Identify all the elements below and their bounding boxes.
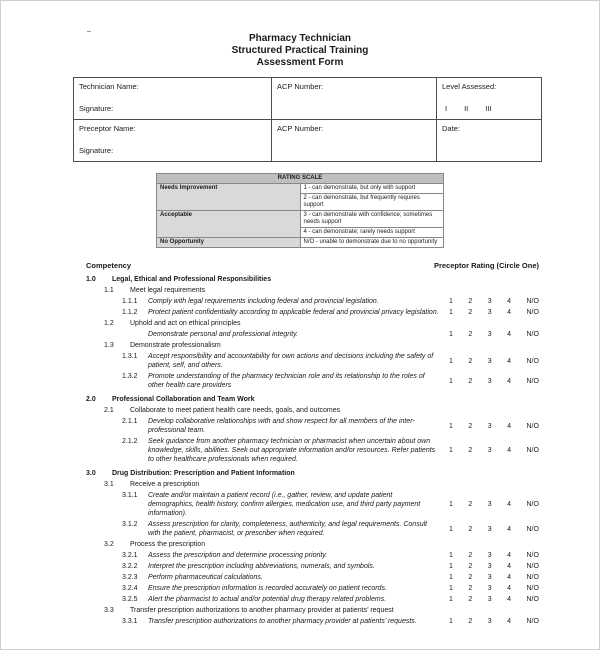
competency-number: 3.3 bbox=[104, 607, 114, 614]
competency-row bbox=[86, 469, 539, 478]
rating-options bbox=[439, 297, 539, 306]
competency-text: Comply with legal requirements including federal and provincial legislation. bbox=[148, 298, 379, 305]
rating-option[interactable]: 1 bbox=[449, 563, 453, 570]
level-option-i[interactable]: I bbox=[445, 104, 448, 113]
competency-number: 1.3.2 bbox=[122, 373, 138, 380]
rating-option[interactable]: N/O bbox=[526, 574, 539, 581]
rating-option[interactable]: 2 bbox=[468, 585, 473, 592]
rating-option[interactable]: 3 bbox=[487, 525, 492, 533]
rating-option[interactable]: 1 bbox=[449, 618, 453, 625]
rating-option[interactable]: 2 bbox=[468, 447, 473, 454]
competency-row bbox=[86, 406, 539, 415]
rating-option[interactable]: 4 bbox=[507, 298, 512, 305]
competency-number: 1.3 bbox=[104, 342, 114, 349]
rating-option[interactable]: 1 bbox=[449, 552, 453, 559]
rating-options bbox=[439, 525, 539, 534]
rating-option[interactable]: 3 bbox=[487, 331, 492, 338]
rating-option[interactable]: 1 bbox=[449, 574, 453, 581]
rating-option[interactable]: N/O bbox=[526, 618, 539, 625]
competency-number: 2.1.2 bbox=[122, 438, 138, 445]
rating-options bbox=[439, 330, 539, 339]
rating-option[interactable]: 3 bbox=[487, 298, 492, 305]
competency-row bbox=[86, 520, 539, 538]
competency-number: 3.3.1 bbox=[122, 618, 138, 625]
level-assessed-cell bbox=[437, 78, 542, 120]
stray-mark bbox=[87, 31, 91, 32]
rating-option[interactable]: 4 bbox=[507, 331, 512, 338]
rating-option[interactable]: 2 bbox=[468, 552, 473, 559]
date-cell[interactable]: Date: bbox=[437, 120, 542, 162]
rating-options bbox=[439, 377, 539, 386]
competency-number: 1.3.1 bbox=[122, 353, 138, 360]
rating-option[interactable]: 2 bbox=[468, 377, 473, 385]
competency-number: 2.1 bbox=[104, 407, 114, 414]
competency-row bbox=[86, 480, 539, 489]
rating-option[interactable]: 4 bbox=[507, 501, 512, 508]
competency-number: 1.1 bbox=[104, 287, 114, 294]
technician-name-label: Technician Name: bbox=[79, 82, 139, 91]
scale-definition-2: 2 - can demonstrate, but frequently requires support bbox=[300, 194, 444, 211]
rating-option[interactable]: 1 bbox=[449, 585, 453, 592]
rating-option[interactable]: 1 bbox=[449, 309, 453, 316]
scale-definition-3: 3 - can demonstrate with confidence; sometimes needs support bbox=[300, 211, 444, 228]
rating-option[interactable]: 4 bbox=[507, 585, 512, 592]
rating-options bbox=[439, 422, 539, 431]
rating-option[interactable]: 3 bbox=[487, 563, 492, 570]
rating-options bbox=[439, 551, 539, 560]
competency-row bbox=[86, 308, 539, 317]
competency-number: 3.1.1 bbox=[122, 492, 138, 499]
competency-text: Accept responsibility and accountability for own actions and decisions including the safety of patient, self, and others. bbox=[148, 353, 434, 369]
rating-option[interactable]: 1 bbox=[449, 525, 453, 533]
level-option-ii[interactable]: II bbox=[464, 104, 469, 113]
rating-option[interactable]: 3 bbox=[487, 585, 492, 592]
competency-rows bbox=[86, 275, 539, 626]
rating-options bbox=[439, 500, 539, 509]
scale-definition-no: N/O - unable to demonstrate due to no opportunity bbox=[300, 238, 444, 248]
competency-row bbox=[86, 617, 539, 626]
rating-option[interactable]: 4 bbox=[507, 552, 512, 559]
rating-option[interactable]: 3 bbox=[487, 422, 492, 430]
preceptor-signature-label: Signature: bbox=[79, 146, 114, 155]
preceptor-name-label: Preceptor Name: bbox=[79, 124, 136, 133]
competency-number: 2.1.1 bbox=[122, 418, 138, 425]
rating-option[interactable]: 3 bbox=[487, 447, 492, 454]
competency-text: Demonstrate personal and professional integrity. bbox=[148, 331, 299, 338]
rating-option[interactable]: 3 bbox=[487, 357, 492, 365]
scale-row bbox=[157, 184, 444, 194]
rating-option[interactable]: 2 bbox=[468, 309, 473, 316]
scale-label-no-opportunity: No Opportunity bbox=[157, 238, 301, 248]
rating-option[interactable]: 3 bbox=[487, 574, 492, 581]
rating-option[interactable]: 4 bbox=[507, 618, 512, 625]
scale-definition-1: 1 - can demonstrate, but only with support bbox=[300, 184, 444, 194]
competency-text: Promote understanding of the pharmacy technician role and its relationship to the roles of other health care providers bbox=[148, 373, 425, 389]
rating-option[interactable]: 2 bbox=[468, 618, 473, 625]
rating-options bbox=[439, 573, 539, 582]
competency-row bbox=[86, 297, 539, 306]
rating-option[interactable]: 2 bbox=[468, 331, 473, 338]
rating-option[interactable]: N/O bbox=[526, 357, 539, 365]
competency-number: 3.2 bbox=[104, 541, 114, 548]
competency-row bbox=[86, 372, 539, 390]
competency-text: Create and/or maintain a patient record (i.e., gather, review, and update patient demographics, health history, confirm allergies, medication use, and third party payment information). bbox=[148, 492, 421, 517]
rating-option[interactable]: 4 bbox=[507, 596, 512, 603]
competency-text: Transfer prescription authorizations to another pharmacy provider at patients’ request bbox=[130, 607, 394, 614]
competency-text: Seek guidance from another pharmacy technician or pharmacist when uncertain about own knowledge, skills, abilities. Seek out appropriate information and/or resources. Refer patients to other healthcare professionals when required. bbox=[148, 438, 436, 463]
rating-option[interactable]: N/O bbox=[526, 377, 539, 385]
competency-text: Professional Collaboration and Team Work bbox=[112, 396, 255, 403]
rating-options bbox=[439, 562, 539, 571]
competency-number: 1.0 bbox=[86, 276, 96, 283]
technician-acp-cell[interactable]: ACP Number: bbox=[272, 78, 437, 120]
competency-number: 3.0 bbox=[86, 470, 96, 477]
competency-number: 2.0 bbox=[86, 396, 96, 403]
competency-section bbox=[86, 261, 539, 626]
competency-table-header bbox=[86, 261, 539, 270]
rating-option[interactable]: 2 bbox=[468, 422, 473, 430]
competency-number: 3.2.1 bbox=[122, 552, 138, 559]
scale-label-needs-improvement: Needs Improvement bbox=[157, 184, 301, 211]
competency-column-header: Competency bbox=[86, 261, 132, 270]
level-assessed-label: Level Assessed: bbox=[442, 82, 497, 91]
competency-row bbox=[86, 437, 539, 464]
preceptor-name-cell[interactable] bbox=[74, 120, 272, 162]
rating-option[interactable]: 1 bbox=[449, 501, 453, 508]
competency-number: 3.2.5 bbox=[122, 596, 138, 603]
competency-number: 1.2 bbox=[104, 320, 114, 327]
rating-option[interactable]: 4 bbox=[507, 447, 512, 454]
scale-row bbox=[157, 211, 444, 228]
competency-number: 3.1 bbox=[104, 481, 114, 488]
rating-option[interactable]: 4 bbox=[507, 377, 512, 385]
rating-option[interactable]: 3 bbox=[487, 501, 492, 508]
rating-scale-header-row bbox=[157, 174, 444, 184]
competency-row bbox=[86, 395, 539, 404]
rating-option[interactable]: N/O bbox=[526, 552, 539, 559]
competency-text: Legal, Ethical and Professional Responsibilities bbox=[112, 276, 272, 283]
preceptor-rating-column-header: Preceptor Rating (Circle One) bbox=[433, 261, 539, 270]
competency-text: Uphold and act on ethical principles bbox=[130, 320, 241, 327]
competency-row bbox=[86, 540, 539, 549]
competency-row bbox=[86, 584, 539, 593]
rating-option[interactable]: 2 bbox=[468, 298, 473, 305]
competency-text: Process the prescription bbox=[130, 541, 206, 548]
rating-option[interactable]: 3 bbox=[487, 596, 492, 603]
title-line-3: Assessment Form bbox=[256, 57, 344, 68]
competency-row bbox=[86, 319, 539, 328]
competency-text: Collaborate to meet patient health care needs, goals, and outcomes bbox=[130, 407, 341, 414]
rating-option[interactable]: 4 bbox=[507, 357, 512, 365]
rating-option[interactable]: N/O bbox=[526, 525, 539, 533]
rating-option[interactable]: 2 bbox=[468, 525, 473, 533]
competency-row bbox=[86, 562, 539, 571]
competency-row bbox=[86, 551, 539, 560]
competency-row bbox=[86, 417, 539, 435]
competency-number: 1.1.1 bbox=[122, 298, 138, 305]
rating-option[interactable]: 2 bbox=[468, 596, 473, 603]
preceptor-row bbox=[74, 120, 542, 162]
scale-row bbox=[157, 238, 444, 248]
competency-number: 3.2.3 bbox=[122, 574, 138, 581]
technician-row bbox=[74, 78, 542, 120]
competency-text: Demonstrate professionalism bbox=[130, 342, 221, 349]
title-line-2: Structured Practical Training bbox=[231, 45, 369, 56]
rating-option[interactable]: N/O bbox=[526, 596, 539, 603]
rating-option[interactable]: N/O bbox=[526, 563, 539, 570]
rating-option[interactable]: 4 bbox=[507, 563, 512, 570]
competency-row bbox=[86, 606, 539, 615]
technician-signature-label: Signature: bbox=[79, 104, 114, 113]
rating-option[interactable]: 1 bbox=[449, 377, 453, 385]
competency-text: Assess prescription for clarity, completeness, authenticity, and legal requirements. Consult with the patient, pharmacist, or prescriber when required. bbox=[148, 521, 428, 537]
rating-option[interactable]: 1 bbox=[449, 298, 453, 305]
rating-option[interactable]: N/O bbox=[526, 331, 539, 338]
level-option-iii[interactable]: III bbox=[485, 104, 492, 113]
competency-text: Interpret the prescription including abbreviations, numerals, and symbols. bbox=[148, 563, 375, 570]
rating-option[interactable]: 2 bbox=[468, 574, 473, 581]
rating-option[interactable]: N/O bbox=[526, 309, 539, 316]
rating-option[interactable]: N/O bbox=[526, 422, 539, 430]
competency-row bbox=[86, 352, 539, 370]
rating-option[interactable]: N/O bbox=[526, 298, 539, 305]
rating-option[interactable]: 1 bbox=[449, 331, 453, 338]
rating-option[interactable]: 4 bbox=[507, 309, 512, 316]
competency-text: Assess the prescription and determine processing priority. bbox=[148, 552, 328, 559]
rating-option[interactable]: N/O bbox=[526, 585, 539, 592]
rating-option[interactable]: 4 bbox=[507, 525, 512, 533]
title-line-1: Pharmacy Technician bbox=[248, 33, 352, 44]
signature-info-table bbox=[73, 77, 542, 162]
competency-text: Alert the pharmacist to actual and/or potential drug therapy related problems. bbox=[148, 596, 387, 603]
rating-option[interactable]: 4 bbox=[507, 574, 512, 581]
competency-number: 3.2.2 bbox=[122, 563, 138, 570]
competency-text: Ensure the prescription information is recorded accurately on patient records. bbox=[148, 585, 387, 592]
rating-option[interactable]: N/O bbox=[526, 447, 539, 454]
competency-row bbox=[86, 330, 539, 339]
rating-option[interactable]: 2 bbox=[468, 563, 473, 570]
competency-row bbox=[86, 286, 539, 295]
scale-label-acceptable: Acceptable bbox=[157, 211, 301, 238]
scale-definition-4: 4 - can demonstrate; rarely needs support bbox=[300, 228, 444, 238]
competency-number: 3.2.4 bbox=[122, 585, 138, 592]
competency-row bbox=[86, 491, 539, 518]
rating-option[interactable]: 4 bbox=[507, 422, 512, 430]
rating-options bbox=[439, 584, 539, 593]
competency-text: Perform pharmaceutical calculations. bbox=[148, 574, 263, 581]
rating-options bbox=[439, 446, 539, 455]
competency-row bbox=[86, 341, 539, 350]
rating-option[interactable]: 2 bbox=[468, 357, 473, 365]
rating-options bbox=[439, 595, 539, 604]
competency-text: Receive a prescription bbox=[130, 481, 200, 488]
competency-text: Drug Distribution: Prescription and Patient Information bbox=[112, 470, 295, 477]
rating-option[interactable]: 1 bbox=[449, 422, 453, 430]
rating-options bbox=[439, 357, 539, 366]
rating-scale-title: RATING SCALE bbox=[157, 174, 444, 184]
rating-option[interactable]: 3 bbox=[487, 618, 492, 625]
rating-option[interactable]: 1 bbox=[449, 596, 453, 603]
level-options bbox=[442, 104, 536, 113]
rating-option[interactable]: 1 bbox=[449, 447, 453, 454]
competency-text: Develop collaborative relationships with and show respect for all members of the inter-professional team. bbox=[148, 418, 415, 434]
technician-name-cell[interactable] bbox=[74, 78, 272, 120]
rating-option[interactable]: N/O bbox=[526, 501, 539, 508]
competency-text: Meet legal requirements bbox=[130, 287, 206, 294]
competency-text: Transfer prescription authorizations to another pharmacy provider at patients’ requests. bbox=[148, 618, 417, 625]
rating-option[interactable]: 2 bbox=[468, 501, 473, 508]
rating-options bbox=[439, 308, 539, 317]
rating-options bbox=[439, 617, 539, 626]
rating-option[interactable]: 3 bbox=[487, 377, 492, 385]
competency-row bbox=[86, 573, 539, 582]
rating-option[interactable]: 3 bbox=[487, 309, 492, 316]
rating-option[interactable]: 1 bbox=[449, 357, 453, 365]
competency-row bbox=[86, 275, 539, 284]
rating-option[interactable]: 3 bbox=[487, 552, 492, 559]
competency-number: 3.1.2 bbox=[122, 521, 138, 528]
form-title bbox=[1, 33, 599, 69]
competency-text: Protect patient confidentiality according to applicable federal and provincial privacy legislation. bbox=[148, 309, 439, 316]
competency-number: 1.1.2 bbox=[122, 309, 138, 316]
rating-scale-table bbox=[156, 173, 444, 248]
preceptor-acp-cell[interactable]: ACP Number: bbox=[272, 120, 437, 162]
competency-row bbox=[86, 595, 539, 604]
